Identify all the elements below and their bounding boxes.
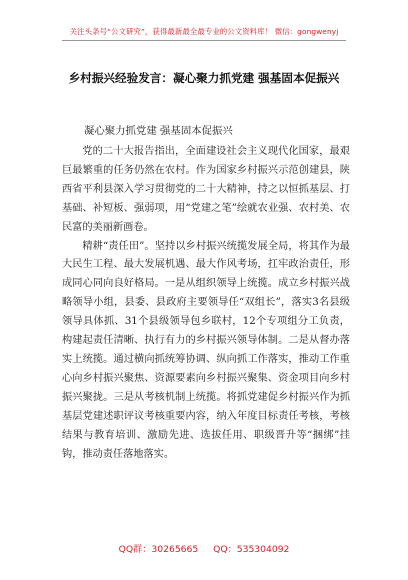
- document-title: 乡村振兴经验发言：凝心聚力抓党建 强基固本促振兴: [68, 71, 340, 85]
- header-divider: [62, 40, 346, 41]
- header-banner: 关注头条号“公文研究”，获得最新最全最专业的公文资料库！ 微信：gongwenyj: [69, 27, 339, 36]
- footer-contact: [0, 541, 408, 555]
- body-paragraph: 党的二十大报告指出，全面建设社会主义现代化国家，最艰巨最繁重的任务仍然在农村。作为国家乡村振兴示范创建县，陕西省平利县深入学习贯彻党的二十大精神，持之以恒抓基层、打基础、补短板、强弱项，用“党建之笔”绘就农业强、农村美、农民富的美丽新画卷。: [62, 146, 350, 233]
- footer-qq-group: QQ群：30265665: [118, 544, 199, 555]
- document-subheading: 凝心聚力抓党建 强基固本促振兴: [84, 125, 233, 137]
- body-paragraph: 精耕“责任田”。坚持以乡村振兴统揽发展全局，将其作为最大民生工程、最大发展机遇、最大作风考场，扛牢政治责任，形成同心同向良好格局。一是从组织领导上统揽。成立乡村振兴战略领导小组，县委、县政府主要领导任“双组长”，落实3名县级领导具体抓、31个县级领导包乡联村，12个专项组分工负责，构建起责任清晰、执行有力的乡村振兴领导体制。二是从督办落实上统揽。通过横向抓统筹协调、纵向抓工作落实，推动工作重心向乡村振兴聚焦、资源要素向乡村振兴聚集、资金项目向乡村振兴聚拢。三是从考核机制上统揽。将抓党建促乡村振兴作为抓基层党建述职评议考核重要内容，纳入年度目标责任考核，考核结果与教育培训、激励先进、选拔任用、职级晋升等“捆绑”挂钩，推动责任落地落实。: [62, 240, 350, 460]
- footer-qq-number: QQ：535304092: [213, 544, 290, 555]
- document-body: [62, 143, 350, 464]
